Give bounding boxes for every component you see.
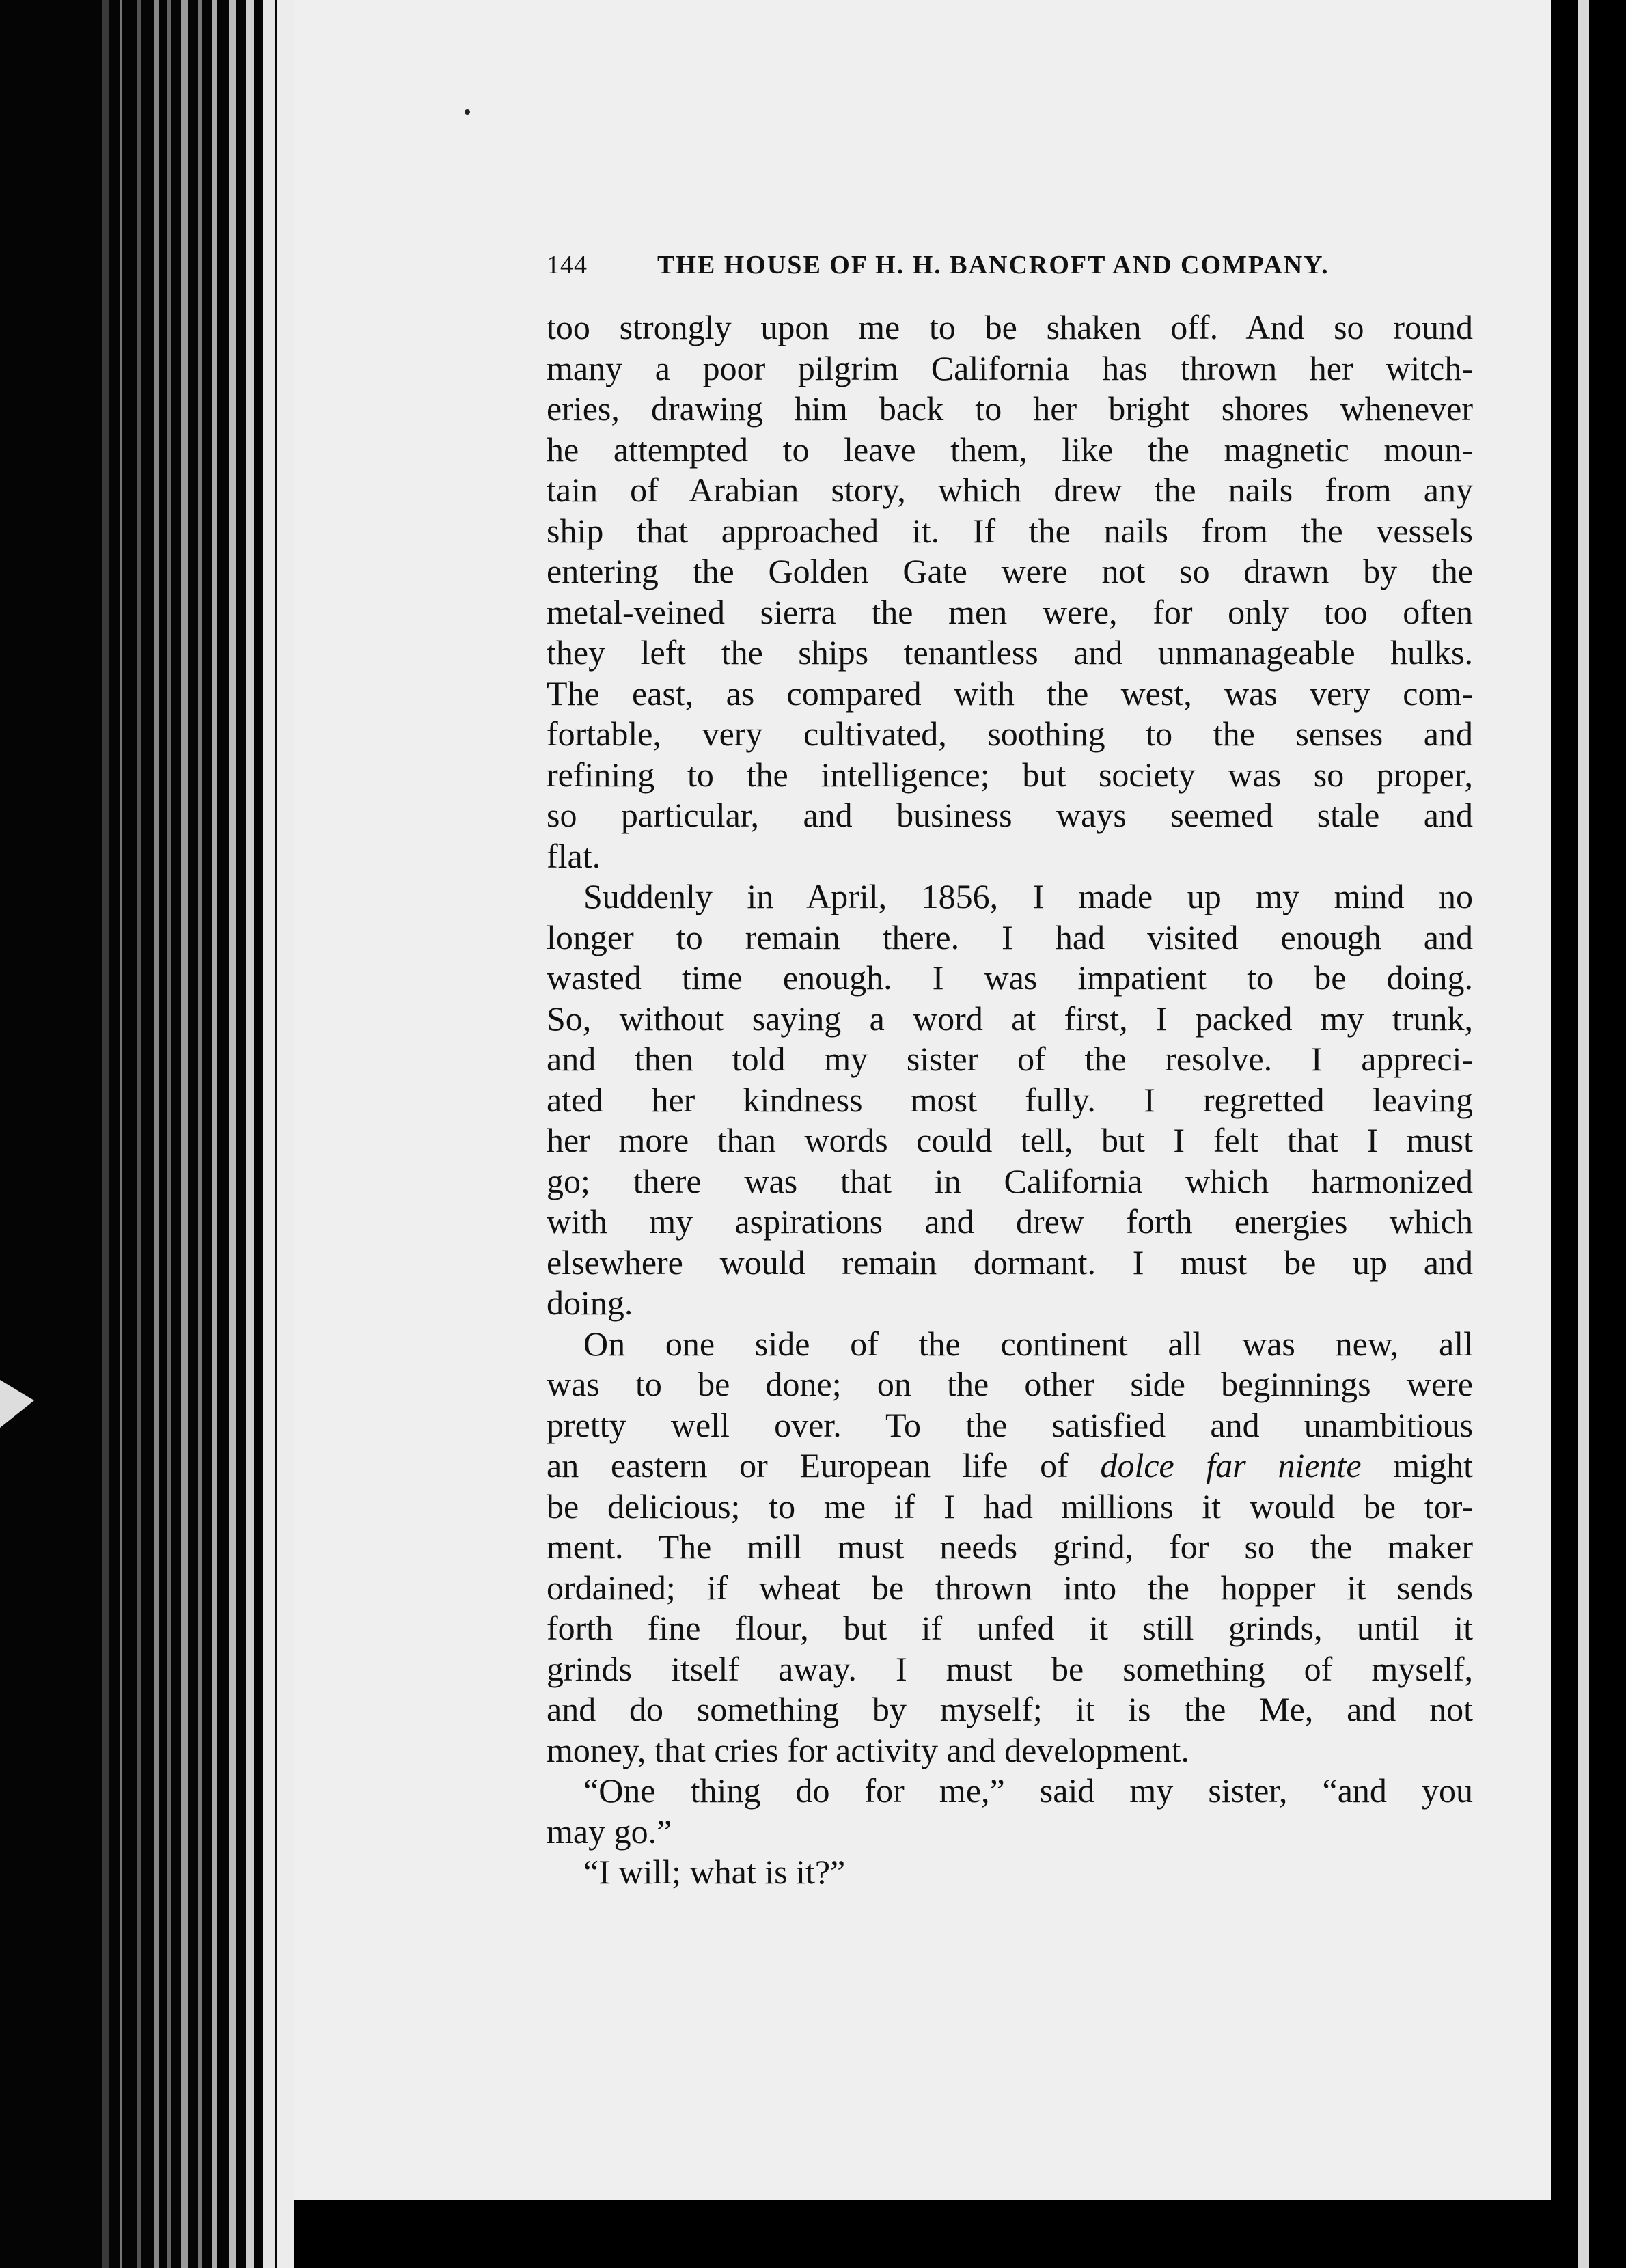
text-line: may go.” [547,1812,672,1851]
book-fore-edge [0,0,294,2268]
running-title: THE HOUSE OF H. H. BANCROFT AND COMPANY. [657,251,1329,279]
running-header [547,250,1373,291]
text-line: go; there was that in California which harmonized [547,1161,1473,1200]
text-line: eries, drawing him back to her bright shores whenever [547,389,1473,428]
page-edge [263,0,275,2268]
text-line: entering the Golden Gate were not so drawn by the [547,552,1473,590]
page-edge [277,0,294,2268]
text-line: So, without saying a word at first, I packed my trunk, [547,999,1473,1038]
text-line: ated her kindness most fully. I regretted leaving [547,1080,1473,1119]
text-line: metal-veined sierra the men were, for only too often [547,592,1473,631]
text-line: so particular, and business ways seemed stale and [547,796,1473,834]
page-edge [198,0,202,2268]
text-line: and do something by myself; it is the Me, and not [547,1690,1473,1728]
scan-border [1551,0,1626,2268]
page-edge [120,0,122,2268]
text-line: ment. The mill must needs grind, for so the maker [547,1527,1473,1566]
dust-speck [465,109,470,115]
text-line: wasted time enough. I was impatient to be doing. [547,958,1473,997]
text-line: pretty well over. To the satisfied and unambitious [547,1405,1473,1444]
page-edge [229,0,236,2268]
text-line: be delicious; to me if I had millions it would be tor- [547,1486,1473,1525]
text-line: with my aspirations and drew forth energies which [547,1202,1473,1241]
text-line: he attempted to leave them, like the magnetic moun- [547,430,1473,469]
text-line: “I will; what is it?” [583,1853,846,1891]
page-edge [212,0,217,2268]
text-line: money, that cries for activity and development. [547,1730,1189,1769]
text-line: an eastern or European life of dolce far niente might [547,1446,1473,1484]
page-edge [181,0,188,2268]
page-edge [246,0,254,2268]
text-line: refining to the intelligence; but society was so proper, [547,755,1473,794]
text-line: The east, as compared with the west, was very com- [547,674,1473,713]
text-line: flat. [547,836,601,875]
text-line: fortable, very cultivated, soothing to the senses and [547,715,1473,753]
page-number: 144 [547,251,588,279]
text-line: grinds itself away. I must be something of myself, [547,1649,1473,1688]
text-line: they left the ships tenantless and unmanageable hulks. [547,633,1473,672]
text-line: longer to remain there. I had visited enough and [547,917,1473,956]
text-line: forth fine flour, but if unfed it still grinds, until it [547,1609,1473,1647]
text-line: ordained; if wheat be thrown into the hopper it sends [547,1568,1473,1607]
page-tab-mark [0,1380,34,1428]
text-line: too strongly upon me to be shaken off. And so round [547,308,1473,346]
text-line: “One thing do for me,” said my sister, “and you [583,1771,1473,1810]
text-line: and then told my sister of the resolve. I appreci- [547,1040,1473,1078]
page-edge [167,0,171,2268]
page-edge [137,0,141,2268]
text-line: tain of Arabian story, which drew the nails from any [547,471,1473,509]
text-line: ship that approached it. If the nails from the vessels [547,511,1473,550]
text-line: On one side of the continent all was new, all [583,1324,1473,1363]
text-line: doing. [547,1284,633,1322]
text-line: was to be done; on the other side beginnings were [547,1365,1473,1403]
page-edge [102,0,109,2268]
body-text [547,307,1473,1893]
text-line: her more than words could tell, but I felt that I must [547,1121,1473,1159]
text-line: Suddenly in April, 1856, I made up my mind no [583,877,1473,915]
binding-gap [1578,0,1589,2268]
page-edge [154,0,159,2268]
text-line: many a poor pilgrim California has thrown her witch- [547,348,1473,387]
text-line: elsewhere would remain dormant. I must be up and [547,1243,1473,1282]
